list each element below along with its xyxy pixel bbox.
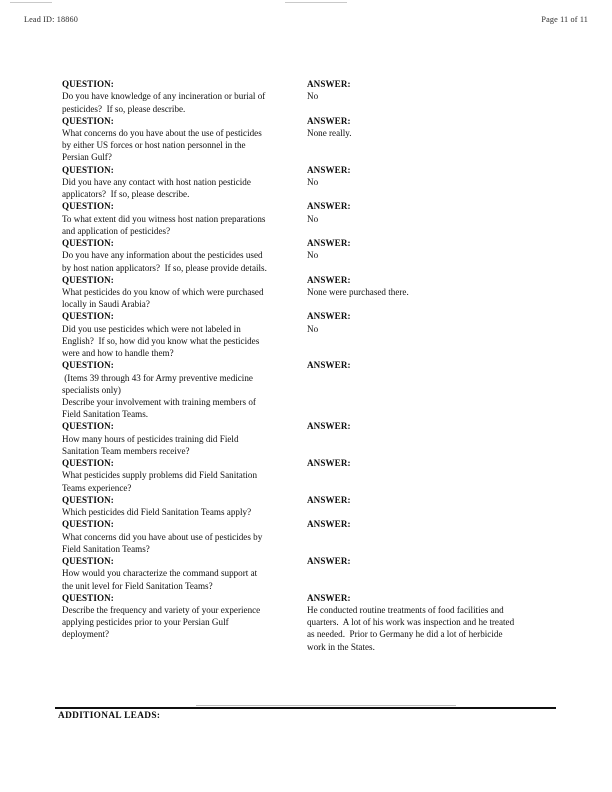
- question-text-line: English? If so, how did you know what the pesticides: [62, 335, 260, 346]
- qa-text-row: [62, 567, 558, 591]
- lead-id-label: Lead ID: 18860: [24, 15, 78, 24]
- question-label: QUESTION:: [62, 79, 114, 89]
- question-column: [62, 531, 307, 555]
- question-text: [62, 396, 307, 420]
- answer-text: [307, 604, 558, 653]
- qa-pair: [62, 115, 558, 164]
- qa-pair: [62, 164, 558, 201]
- answer-label: ANSWER:: [307, 421, 351, 432]
- answer-text-line: No: [307, 250, 319, 261]
- question-column: [62, 249, 307, 273]
- question-text-line: Describe your involvement with training members of: [62, 397, 256, 408]
- question-column: [62, 176, 307, 200]
- question-text-line: deployment?: [62, 629, 110, 640]
- question-text-line: Teams experience?: [62, 482, 132, 493]
- answer-text-line: No: [307, 213, 319, 224]
- answer-text: [307, 249, 558, 261]
- qa-text-row: [62, 604, 558, 653]
- question-label: QUESTION:: [62, 556, 114, 567]
- question-note: [62, 372, 307, 396]
- qa-text-row: [62, 286, 558, 310]
- answer-text-line: No: [307, 323, 319, 334]
- answer-text: [307, 213, 558, 225]
- question-text: [62, 604, 307, 641]
- question-text-line: Did you have any contact with host nation pesticide: [62, 176, 251, 187]
- answer-text-line: No: [307, 91, 319, 102]
- qa-pair: [62, 359, 558, 420]
- qa-text-row: [62, 372, 558, 421]
- question-label: QUESTION:: [62, 201, 114, 212]
- answer-column: [307, 213, 558, 225]
- question-text-line: Field Sanitation Teams.: [62, 409, 149, 420]
- qa-label-row: [62, 555, 558, 567]
- qa-label-row: [62, 420, 558, 432]
- question-text-line: Did you use pesticides which were not labeled in: [62, 323, 241, 334]
- qa-label-row: [62, 78, 558, 90]
- question-text-line: and application of pesticides?: [62, 225, 171, 236]
- answer-label: ANSWER:: [307, 201, 351, 212]
- question-label: QUESTION:: [62, 311, 114, 322]
- question-label: QUESTION:: [62, 238, 114, 249]
- answer-label: ANSWER:: [307, 79, 351, 89]
- answer-label: ANSWER:: [307, 274, 351, 285]
- qa-pair: [62, 274, 558, 311]
- question-column: [62, 506, 307, 518]
- question-text: [62, 433, 307, 457]
- question-text-line: Persian Gulf?: [62, 152, 112, 163]
- question-text-line: Do you have any information about the pesticides used: [62, 250, 263, 261]
- question-note-line: (Items 39 through 43 for Army preventive medicine: [62, 372, 253, 383]
- answer-label: ANSWER:: [307, 311, 351, 322]
- answer-column: [307, 323, 558, 335]
- question-text-line: Sanitation Team members receive?: [62, 445, 190, 456]
- question-text-line: Do you have knowledge of any incineration or burial of: [62, 91, 266, 102]
- qa-text-row: [62, 213, 558, 237]
- question-text: [62, 176, 307, 200]
- question-text: [62, 127, 307, 164]
- qa-pair: [62, 494, 558, 519]
- answer-label: ANSWER:: [307, 115, 351, 126]
- question-text-line: were and how to handle them?: [62, 348, 174, 359]
- answer-text-line: work in the States.: [307, 641, 375, 652]
- answer-text-line: None really.: [307, 128, 352, 138]
- answer-column: [307, 604, 558, 653]
- question-text-line: Which pesticides did Field Sanitation Teams apply?: [62, 507, 252, 518]
- answer-label: ANSWER:: [307, 360, 351, 371]
- question-text-line: What pesticides do you know of which were purchased: [62, 287, 264, 298]
- answer-label: ANSWER:: [307, 238, 351, 249]
- answer-text: [307, 176, 558, 188]
- question-label: QUESTION:: [62, 458, 114, 469]
- question-column: [62, 567, 307, 591]
- question-column: [62, 323, 307, 360]
- qa-text-row: [62, 127, 558, 164]
- question-text-line: How would you characterize the command support at: [62, 568, 258, 579]
- answer-column: [307, 249, 558, 261]
- qa-text-row: [62, 531, 558, 555]
- qa-text-row: [62, 176, 558, 200]
- qa-label-row: [62, 164, 558, 176]
- question-label: QUESTION:: [62, 519, 114, 530]
- answer-column: [307, 90, 558, 102]
- qa-label-row: [62, 518, 558, 530]
- qa-text-row: [62, 469, 558, 493]
- question-text-line: applicators? If so, please describe.: [62, 189, 190, 200]
- qa-label-row: [62, 237, 558, 249]
- page-number-label: Page 11 of 11: [541, 15, 588, 24]
- question-text-line: How many hours of pesticides training did Field: [62, 433, 239, 444]
- page-header: [24, 15, 588, 27]
- answer-label: ANSWER:: [307, 494, 351, 505]
- question-column: [62, 372, 307, 421]
- footer-divider-rule: [55, 707, 556, 709]
- question-text: [62, 323, 307, 360]
- question-column: [62, 90, 307, 114]
- qa-label-row: [62, 359, 558, 371]
- qa-label-row: [62, 200, 558, 212]
- question-column: [62, 127, 307, 164]
- question-text-line: locally in Saudi Arabia?: [62, 299, 150, 310]
- footer-divider-smudge: [196, 705, 456, 706]
- question-text-line: the unit level for Field Sanitation Teams?: [62, 580, 213, 591]
- question-label: QUESTION:: [62, 274, 114, 285]
- question-text-line: pesticides? If so, please describe.: [62, 103, 186, 114]
- answer-column: [307, 176, 558, 188]
- question-text-line: Field Sanitation Teams?: [62, 543, 150, 554]
- answer-label: ANSWER:: [307, 164, 351, 175]
- qa-text-row: [62, 323, 558, 360]
- qa-pair: [62, 200, 558, 237]
- qa-label-row: [62, 457, 558, 469]
- answer-column: [307, 127, 558, 139]
- qa-label-row: [62, 274, 558, 286]
- answer-column: [307, 286, 558, 298]
- question-text: [62, 249, 307, 273]
- qa-text-row: [62, 506, 558, 518]
- question-text-line: by either US forces or host nation personnel in the: [62, 140, 246, 151]
- question-text: [62, 90, 307, 114]
- question-label: QUESTION:: [62, 360, 114, 371]
- answer-text-line: No: [307, 176, 319, 187]
- qa-pair: [62, 78, 558, 115]
- question-label: QUESTION:: [62, 115, 114, 126]
- answer-text-line: quarters. A lot of his work was inspection and he treated: [307, 617, 515, 628]
- answer-text-line: He conducted routine treatments of food facilities and: [307, 605, 504, 616]
- question-text-line: Describe the frequency and variety of your experience: [62, 605, 261, 616]
- question-label: QUESTION:: [62, 421, 114, 432]
- question-text: [62, 531, 307, 555]
- qa-pair: [62, 555, 558, 592]
- question-text-line: To what extent did you witness host nation preparations: [62, 213, 266, 224]
- question-text-line: applying pesticides prior to your Persian Gulf: [62, 617, 229, 628]
- qa-pair: [62, 457, 558, 494]
- qa-label-row: [62, 494, 558, 506]
- question-text: [62, 506, 307, 518]
- qa-pair: [62, 310, 558, 359]
- qa-pair: [62, 420, 558, 457]
- question-column: [62, 433, 307, 457]
- question-label: QUESTION:: [62, 164, 114, 175]
- qa-pair: [62, 592, 558, 653]
- qa-text-row: [62, 433, 558, 457]
- qa-pair: [62, 518, 558, 555]
- answer-text-line: as needed. Prior to Germany he did a lot of herbicide: [307, 629, 503, 640]
- qa-text-row: [62, 90, 558, 114]
- question-label: QUESTION:: [62, 494, 114, 505]
- question-text-line: What concerns did you have about use of pesticides by: [62, 531, 263, 542]
- answer-text: [307, 90, 558, 102]
- additional-leads-heading: ADDITIONAL LEADS:: [58, 711, 161, 721]
- question-text: [62, 286, 307, 310]
- question-text: [62, 213, 307, 237]
- question-column: [62, 604, 307, 641]
- answer-label: ANSWER:: [307, 592, 351, 603]
- question-text: [62, 567, 307, 591]
- qa-pair: [62, 237, 558, 274]
- question-column: [62, 469, 307, 493]
- question-column: [62, 213, 307, 237]
- qa-text-row: [62, 249, 558, 273]
- scan-artifact-left: [10, 2, 52, 3]
- answer-text: [307, 286, 558, 298]
- question-text-line: by host nation applicators? If so, please provide details.: [62, 262, 267, 273]
- answer-label: ANSWER:: [307, 458, 351, 469]
- answer-label: ANSWER:: [307, 519, 351, 530]
- qa-label-row: [62, 310, 558, 322]
- question-answer-list: [62, 78, 558, 653]
- question-note-line: specialists only): [62, 384, 121, 395]
- question-label: QUESTION:: [62, 592, 114, 603]
- question-column: [62, 286, 307, 310]
- answer-text-line: None were purchased there.: [307, 287, 409, 298]
- answer-label: ANSWER:: [307, 556, 351, 567]
- answer-text: [307, 323, 558, 335]
- question-text: [62, 469, 307, 493]
- qa-label-row: [62, 592, 558, 604]
- answer-text: [307, 127, 558, 139]
- question-text-line: What concerns do you have about the use of pesticides: [62, 128, 262, 138]
- question-text-line: What pesticides supply problems did Field Sanitation: [62, 470, 258, 481]
- qa-label-row: [62, 115, 558, 127]
- scan-artifact-center: [285, 2, 347, 3]
